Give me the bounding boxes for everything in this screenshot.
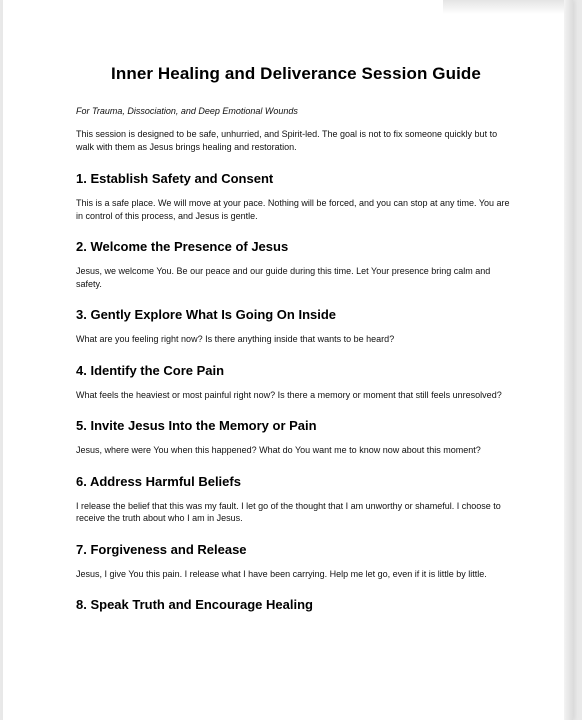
section-heading: 3. Gently Explore What Is Going On Inside — [76, 307, 337, 322]
intro-paragraph: This session is designed to be safe, unhurried, and Spirit-led. The goal is not to fix someone quickly but to walk with them as Jesus brings healing and restoration. — [76, 129, 498, 152]
section-speak-truth — [76, 597, 516, 612]
section-body: Jesus, we welcome You. Be our peace and our guide during this time. Let Your presence bring calm and safety. — [76, 266, 491, 289]
section-body: This is a safe place. We will move at your pace. Nothing will be forced, and you can stop at any time. You are in control of this process, and Jesus is gentle. — [76, 198, 510, 221]
section-heading: 5. Invite Jesus Into the Memory or Pain — [76, 418, 317, 433]
section-heading: 4. Identify the Core Pain — [76, 362, 225, 378]
section-body: Jesus, where were You when this happened? What do You want me to know now about this moment? — [76, 445, 481, 455]
document-page — [3, 0, 573, 720]
section-explore-inside — [76, 307, 516, 346]
section-body: What are you feeling right now? Is there anything inside that wants to be heard? — [76, 334, 395, 344]
section-heading: 7. Forgiveness and Release — [76, 541, 247, 557]
document-content — [76, 64, 516, 629]
document-title: Inner Healing and Deliverance Session Guide — [111, 64, 481, 83]
page-top-shadow — [443, 0, 573, 14]
section-body: What feels the heaviest or most painful right now? Is there a memory or moment that still feels unresolved? — [76, 389, 502, 400]
page-edge-shadow — [564, 0, 573, 720]
section-safety-consent — [76, 171, 516, 222]
section-heading: 6. Address Harmful Beliefs — [76, 473, 241, 489]
section-heading: 1. Establish Safety and Consent — [76, 171, 274, 186]
section-invite-jesus — [76, 418, 516, 457]
section-harmful-beliefs — [76, 474, 516, 525]
section-body: Jesus, I give You this pain. I release what I have been carrying. Help me let go, even if it is little by little. — [76, 568, 487, 579]
section-core-pain — [76, 363, 516, 402]
section-heading: 8. Speak Truth and Encourage Healing — [76, 597, 313, 612]
document-subtitle: For Trauma, Dissociation, and Deep Emotional Wounds — [76, 106, 298, 116]
section-forgiveness-release — [76, 542, 516, 581]
section-heading: 2. Welcome the Presence of Jesus — [76, 239, 289, 254]
section-body: I release the belief that this was my fault. I let go of the thought that I am unworthy or shameful. I choose to receive the truth about who I am in Jesus. — [76, 500, 501, 523]
section-presence-of-jesus — [76, 239, 516, 290]
